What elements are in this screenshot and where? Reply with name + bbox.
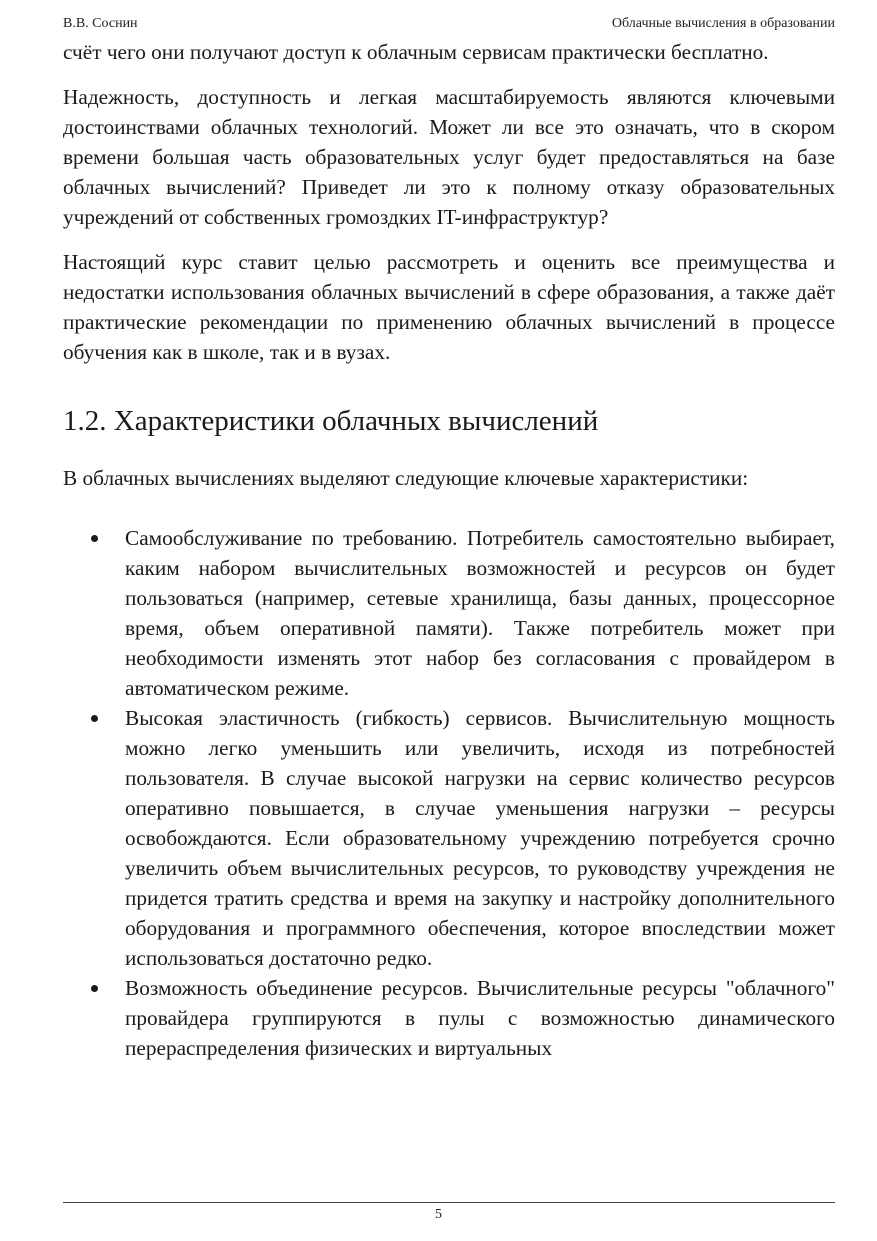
list-item-text: Высокая эластичность (гибкость) сервисов. Вычислительную мощность можно легко уменьшить или увеличить, исходя из потребностей пользователя. В случае высокой нагрузки на сервис количество ресурсов оперативно повышается, в случае уменьшения нагрузки – ресурсы освобождаются. Если образовательному учреждению потребуется срочно увеличить объем вычислительных ресурсов, то руководству учреждения не придется тратить средства и время на закупку и настройку дополнительного оборудования и программного обеспечения, которое впоследствии может использоваться достаточно редко. [125, 706, 835, 970]
bullet-icon [91, 985, 98, 992]
page-number: 5 [435, 1207, 442, 1222]
footer-divider [63, 1202, 835, 1203]
characteristics-list [63, 523, 835, 1063]
paragraph-reliability: Надежность, доступность и легкая масштабируемость являются ключевыми достоинствами облачных технологий. Может ли все это означать, что в скором времени большая часть образовательных услуг будет предоставляться на базе облачных вычислений? Приведет ли это к полному отказу образовательных учреждений от собственных громоздких IT-инфраструктур? [63, 85, 835, 229]
running-header [63, 14, 835, 34]
section-heading: 1.2. Характеристики облачных вычислений [63, 405, 599, 437]
bullet-icon [91, 715, 98, 722]
list-item [125, 523, 835, 703]
section-intro: В облачных вычислениях выделяют следующие ключевые характеристики: [63, 466, 749, 490]
list-item-text: Самообслуживание по требованию. Потребитель самостоятельно выбирает, каким набором вычислительных возможностей и ресурсов он будет пользоваться (например, сетевые хранилища, базы данных, процессорное время, объем оперативной памяти). Также потребитель может при необходимости изменять этот набор без согласования с провайдером в автоматическом режиме. [125, 526, 835, 700]
page-body [63, 37, 835, 1199]
header-author: В.В. Соснин [63, 16, 138, 31]
list-item [125, 973, 835, 1063]
paragraph-continuation: счёт чего они получают доступ к облачным сервисам практически бесплатно. [63, 40, 769, 64]
list-item-text: Возможность объединение ресурсов. Вычислительные ресурсы "облачного" провайдера группируются в пулы с возможностью динамического перераспределения физических и виртуальных [125, 976, 835, 1060]
paragraph-course-goal: Настоящий курс ставит целью рассмотреть и оценить все преимущества и недостатки использования облачных вычислений в сфере образования, а также даёт практические рекомендации по применению облачных вычислений в процессе обучения как в школе, так и в вузах. [63, 250, 835, 364]
header-document-title: Облачные вычисления в образовании [611, 16, 835, 31]
bullet-icon [91, 535, 98, 542]
list-item [125, 703, 835, 973]
